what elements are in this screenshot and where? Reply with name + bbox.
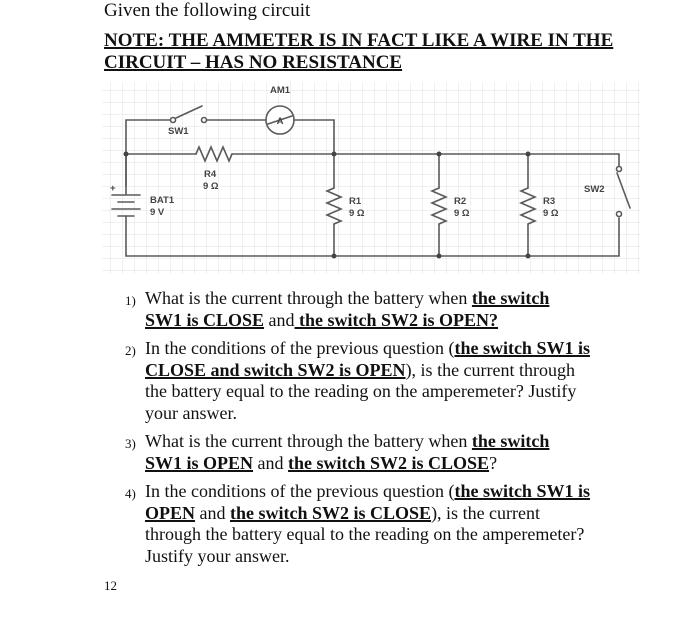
battery-value: 9 V: [150, 207, 165, 218]
junction-dot: [332, 254, 337, 259]
question-emphasis: the switch SW2 is OPEN?: [294, 309, 499, 330]
ammeter-label: AM1: [270, 85, 291, 96]
question-text: ), is the current through the battery equal to the reading on the amperemeter? Justify your answer.: [145, 359, 577, 423]
r4-value: 9 Ω: [203, 181, 219, 192]
question-emphasis: the switch SW1 is CLOSE: [145, 288, 550, 330]
question-text: and: [195, 502, 231, 523]
question-emphasis: the switch SW2 is CLOSE: [288, 452, 490, 473]
grid-background: [102, 82, 640, 274]
question-text: In the conditions of the previous question (: [145, 338, 455, 358]
question-emphasis: the switch SW1 is OPEN: [145, 481, 590, 523]
question-4: [120, 481, 590, 567]
r1-label: R1: [349, 196, 362, 207]
sw2-contact-top: [617, 167, 622, 172]
sw2-contact-bottom: [617, 212, 622, 217]
question-number: 1): [125, 293, 136, 308]
sw2-label: SW2: [584, 184, 605, 195]
page-number: 12: [104, 578, 117, 593]
r1-value: 9 Ω: [349, 208, 365, 219]
question-text: What is the current through the battery when: [145, 431, 472, 451]
question-number: 3): [125, 436, 136, 451]
note-heading: NOTE: THE AMMETER IS IN FACT LIKE A WIRE IN THE CIRCUIT – HAS NO RESISTANCE: [104, 30, 614, 73]
question-emphasis: the switch SW2 is CLOSE: [230, 502, 432, 523]
question-text: ?: [489, 452, 498, 473]
question-3: [120, 431, 590, 474]
question-text: ), is the current through the battery equal to the reading on the amperemeter? Justify your answer.: [145, 502, 585, 566]
question-text: and: [253, 452, 289, 473]
junction-dot: [332, 152, 337, 157]
question-emphasis: the switch SW1 is OPEN: [145, 431, 550, 473]
r3-value: 9 Ω: [543, 208, 559, 219]
r3-label: R3: [543, 196, 556, 207]
junction-dot: [437, 152, 442, 157]
question-text: What is the current through the battery when: [145, 288, 472, 308]
question-emphasis: the switch SW1 is CLOSE and switch SW2 is OPEN: [145, 338, 590, 380]
question-text: In the conditions of the previous question (: [145, 481, 455, 501]
junction-dot: [437, 254, 442, 259]
battery-plus: +: [110, 183, 116, 194]
question-text: and: [264, 309, 295, 330]
junction-dot: [526, 152, 531, 157]
sw1-contact-right: [202, 118, 207, 123]
question-2: [120, 338, 590, 424]
battery-label: BAT1: [150, 195, 175, 206]
sw1-contact-left: [171, 118, 176, 123]
question-number: 4): [125, 486, 136, 501]
ammeter-symbol: A: [276, 116, 284, 127]
question-1: [120, 288, 590, 331]
intro-text: Given the following circuit: [104, 0, 311, 21]
circuit-diagram: [98, 78, 644, 278]
r2-value: 9 Ω: [454, 208, 470, 219]
r2-label: R2: [454, 196, 467, 207]
junction-dot: [526, 254, 531, 259]
junction-dot: [124, 152, 129, 157]
question-number: 2): [125, 343, 136, 358]
r4-label: R4: [204, 169, 217, 180]
question-list: [120, 288, 590, 574]
sw1-label: SW1: [168, 126, 189, 137]
